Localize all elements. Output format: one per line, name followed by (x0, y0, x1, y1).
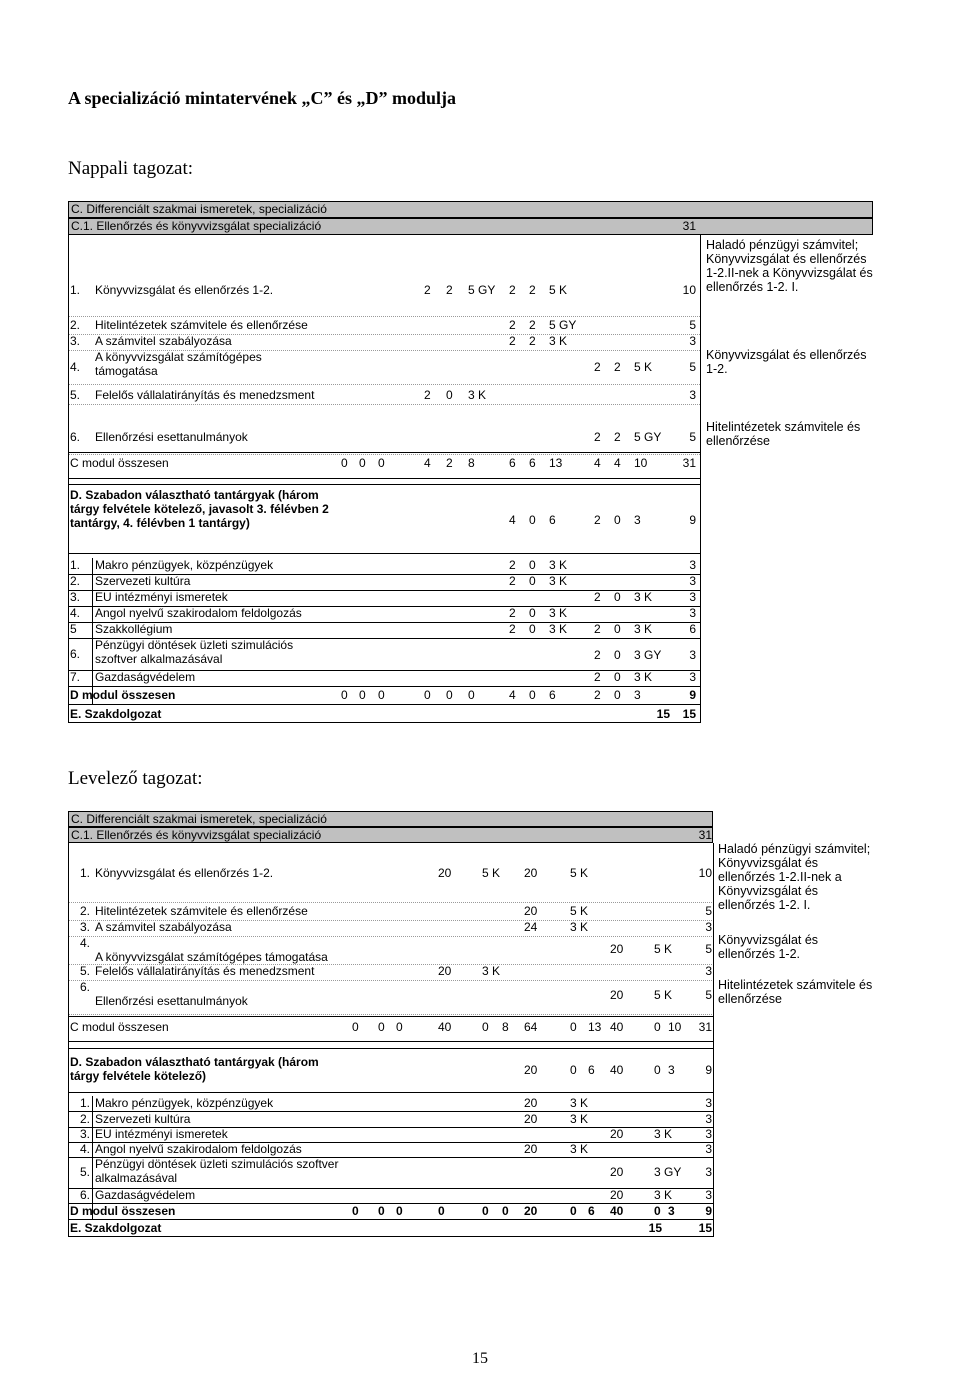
course-name: Hitelintézetek számvitele és ellenőrzése (95, 318, 308, 332)
credit-value: 5 (705, 942, 712, 956)
prerequisite-text: Haladó pénzügyi számvitel; Könyvvizsgálat és ellenőrzés 1-2.II-nek a Könyvvizsgálat és ellenőrzés 1-2. I. (706, 238, 873, 294)
semester-value: 3 K (634, 590, 653, 604)
subheader-total: 31 (682, 219, 696, 233)
total-value: 4 (509, 688, 516, 702)
row-number: 6. (80, 1188, 91, 1202)
semester-value: 20 (610, 942, 624, 956)
semester-value: 3 K (570, 1096, 589, 1110)
d-header-label: D. Szabadon választható tantárgyak (három tárgy felvétele kötelező) (70, 1055, 319, 1083)
credit-value: 3 (705, 1112, 712, 1126)
row-number: 1. (80, 1096, 91, 1110)
course-name: Ellenőrzési esettanulmányok (95, 430, 248, 444)
semester-value: 2 (594, 622, 601, 636)
rule (68, 704, 701, 705)
course-name: Szakkollégium (95, 622, 173, 636)
d-total-label: D modul összesen (70, 1204, 176, 1218)
credit-value: 5 (705, 988, 712, 1002)
rule (68, 1219, 714, 1220)
total-value: 2 (594, 688, 601, 702)
e-semester: 15 (648, 1221, 662, 1235)
rule (68, 1048, 714, 1049)
semester-value: 20 (610, 1188, 624, 1202)
semester-value: 20 (524, 1096, 538, 1110)
semester-value: 3 K (634, 670, 653, 684)
rule (68, 902, 714, 903)
semester-value: 2 (594, 360, 601, 374)
course-name: Pénzügyi döntések üzleti szimulációs szoftver alkalmazásával (95, 638, 294, 666)
semester-value: 20 (524, 1142, 538, 1156)
total-value: 4 (424, 456, 431, 470)
credit-value: 3 (689, 388, 696, 402)
d-header-value: 20 (524, 1063, 538, 1077)
semester-value: 2 (594, 648, 601, 662)
semester-value: 20 (524, 904, 538, 918)
course-name: Könyvvizsgálat és ellenőrzés 1-2. (95, 866, 274, 880)
total-value: 64 (524, 1020, 538, 1034)
semester-value: 3 K (549, 558, 568, 572)
prerequisite-text: Könyvvizsgálat és ellenőrzés 1-2. (718, 933, 819, 961)
row-number: 5. (80, 964, 91, 978)
semester-value: 3 K (570, 920, 589, 934)
course-name: Szervezeti kultúra (95, 1112, 191, 1126)
rule (68, 553, 701, 554)
section-subheader: C.1. Ellenőrzés és könyvvizsgálat specializáció (68, 827, 713, 843)
total-value: 0 (378, 1020, 385, 1034)
section-header: C. Differenciált szakmai ismeretek, specializáció (68, 811, 713, 827)
d-header-value: 4 (509, 513, 516, 527)
semester-value: 3 K (549, 574, 568, 588)
total-value: 10 (634, 456, 648, 470)
row-number: 4. (70, 360, 81, 374)
rule (68, 404, 700, 405)
semester-value: 0 (529, 622, 536, 636)
total-value: 10 (668, 1020, 682, 1034)
credit-value: 10 (682, 283, 696, 297)
semester-value: 3 K (634, 622, 653, 636)
semester-value: 5 K (570, 866, 589, 880)
semester-value: 5 K (634, 360, 653, 374)
d-total-credit: 9 (705, 1204, 712, 1218)
credit-value: 3 (689, 574, 696, 588)
course-name: Szervezeti kultúra (95, 574, 191, 588)
semester-value: 3 GY (634, 648, 662, 662)
row-number: 3. (70, 590, 81, 604)
total-value: 40 (610, 1020, 624, 1034)
semester-value: 20 (438, 866, 452, 880)
d-header-value: 3 (668, 1063, 675, 1077)
e-credit: 15 (682, 707, 696, 721)
total-value: 0 (502, 1204, 509, 1218)
c-total-label: C modul összesen (70, 1020, 169, 1034)
semester-value: 3 K (549, 622, 568, 636)
course-name: Felelős vállalatirányítás és menedzsment (95, 964, 315, 978)
total-value: 0 (570, 1204, 577, 1218)
table-border (713, 843, 714, 1236)
row-number: 6. (70, 647, 81, 661)
credit-value: 5 (689, 360, 696, 374)
course-name: Gazdaságvédelem (95, 670, 196, 684)
credit-value: 3 (705, 1188, 712, 1202)
rule (68, 1014, 714, 1015)
credit-value: 3 (689, 334, 696, 348)
d-header-value: 40 (610, 1063, 624, 1077)
course-name: A számvitel szabályozása (95, 920, 232, 934)
total-value: 0 (352, 1204, 359, 1218)
total-value: 40 (438, 1020, 452, 1034)
credit-value: 3 (705, 1142, 712, 1156)
semester-value: 2 (529, 283, 536, 297)
semester-value: 5 GY (549, 318, 577, 332)
semester-value: 3 K (482, 964, 501, 978)
semester-value: 2 (424, 388, 431, 402)
semester-value: 2 (594, 590, 601, 604)
total-value: 0 (654, 1020, 661, 1034)
rule (68, 980, 714, 981)
e-semester: 15 (656, 707, 670, 721)
row-number: 1. (80, 866, 91, 880)
c-total-label: C modul összesen (70, 456, 169, 470)
semester-value: 0 (614, 622, 621, 636)
d-header-value: 0 (654, 1063, 661, 1077)
total-value: 0 (654, 1204, 661, 1218)
semester-value: 2 (509, 283, 516, 297)
credit-value: 10 (698, 866, 712, 880)
d-header-label: D. Szabadon választható tantárgyak (három tárgy felvétele kötelező, javasolt 3. félévben 2 tantárgy, 4. félévben 1 tantárgy) (70, 488, 329, 530)
nappali-heading: Nappali tagozat: (68, 158, 194, 179)
row-number: 6. (70, 430, 81, 444)
semester-value: 5 K (654, 988, 673, 1002)
d-total-credit: 9 (689, 688, 696, 702)
semester-value: 20 (610, 1127, 624, 1141)
rule (68, 1236, 714, 1237)
course-name: Ellenőrzési esettanulmányok (95, 994, 248, 1008)
rule (68, 484, 701, 485)
semester-value: 2 (509, 318, 516, 332)
semester-value: 2 (509, 334, 516, 348)
semester-value: 3 K (468, 388, 487, 402)
d-header-value: 6 (588, 1063, 595, 1077)
total-value: 0 (341, 688, 348, 702)
credit-value: 3 (705, 1096, 712, 1110)
semester-value: 3 K (570, 1142, 589, 1156)
course-name: Makro pénzügyek, közpénzügyek (95, 1096, 274, 1110)
total-value: 0 (468, 688, 475, 702)
course-name: A könyvvizsgálat számítógépes támogatása (95, 350, 262, 378)
rule (68, 936, 714, 937)
rule (68, 686, 701, 687)
credit-value: 3 (689, 606, 696, 620)
total-value: 8 (468, 456, 475, 470)
course-name: Pénzügyi döntések üzleti szimulációs szoftver alkalmazásával (95, 1157, 339, 1185)
rule (68, 1041, 714, 1042)
semester-value: 0 (529, 606, 536, 620)
rule (68, 454, 700, 455)
credit-value: 3 (689, 558, 696, 572)
course-name: Gazdaságvédelem (95, 1188, 196, 1202)
rule (68, 1092, 714, 1093)
total-value: 0 (424, 688, 431, 702)
course-name: Angol nyelvű szakirodalom feldolgozás (95, 606, 302, 620)
credit-value: 3 (689, 590, 696, 604)
semester-value: 5 K (654, 942, 673, 956)
rule (68, 384, 700, 385)
total-value: 4 (614, 456, 621, 470)
e-label: E. Szakdolgozat (70, 1221, 162, 1235)
credit-value: 3 (705, 1127, 712, 1141)
semester-value: 20 (438, 964, 452, 978)
total-value: 13 (588, 1020, 602, 1034)
rule (68, 452, 701, 453)
semester-value: 20 (610, 988, 624, 1002)
d-header-value: 2 (594, 513, 601, 527)
semester-value: 2 (424, 283, 431, 297)
course-name: Könyvvizsgálat és ellenőrzés 1-2. (95, 283, 274, 297)
semester-value: 2 (529, 334, 536, 348)
total-value: 6 (549, 688, 556, 702)
total-value: 0 (482, 1020, 489, 1034)
semester-value: 2 (446, 283, 453, 297)
row-number: 4. (70, 606, 81, 620)
course-name: Felelős vállalatirányítás és menedzsment (95, 388, 315, 402)
course-name: Makro pénzügyek, közpénzügyek (95, 558, 274, 572)
table-border (92, 558, 93, 704)
semester-value: 2 (594, 670, 601, 684)
section-header: C. Differenciált szakmai ismeretek, specializáció (68, 201, 873, 218)
d-header-credit: 9 (689, 513, 696, 527)
course-name: A könyvvizsgálat számítógépes támogatása (95, 950, 328, 964)
total-value: 0 (341, 456, 348, 470)
total-value: 0 (396, 1020, 403, 1034)
d-header-value: 0 (614, 513, 621, 527)
subheader-total: 31 (698, 828, 712, 842)
semester-value: 2 (594, 430, 601, 444)
row-number: 3. (80, 1127, 91, 1141)
course-name: EU intézményi ismeretek (95, 1127, 228, 1141)
row-number: 4. (80, 936, 91, 950)
row-number: 1. (70, 283, 81, 297)
total-value: 0 (352, 1020, 359, 1034)
d-header-value: 3 (634, 513, 641, 527)
semester-value: 20 (524, 1112, 538, 1126)
course-name: Angol nyelvű szakirodalom feldolgozás (95, 1142, 302, 1156)
total-value: 0 (446, 688, 453, 702)
levelezo-heading: Levelező tagozat: (68, 768, 203, 789)
semester-value: 0 (529, 574, 536, 588)
semester-value: 3 K (549, 606, 568, 620)
total-value: 0 (396, 1204, 403, 1218)
semester-value: 2 (614, 360, 621, 374)
row-number: 5. (80, 1165, 91, 1179)
course-name: A számvitel szabályozása (95, 334, 232, 348)
page-title: A specializáció mintatervének „C” és „D” modulja (68, 88, 456, 108)
semester-value: 0 (614, 590, 621, 604)
semester-value: 5 GY (468, 283, 496, 297)
credit-value: 3 (705, 964, 712, 978)
total-value: 0 (378, 456, 385, 470)
total-value: 8 (502, 1020, 509, 1034)
total-value: 0 (359, 688, 366, 702)
total-value: 6 (529, 456, 536, 470)
semester-value: 20 (610, 1165, 624, 1179)
row-number: 1. (70, 558, 81, 572)
total-value: 0 (614, 688, 621, 702)
total-value: 0 (570, 1020, 577, 1034)
semester-value: 5 K (549, 283, 568, 297)
course-name: EU intézményi ismeretek (95, 590, 228, 604)
semester-value: 2 (509, 558, 516, 572)
semester-value: 5 K (570, 904, 589, 918)
semester-value: 24 (524, 920, 538, 934)
rule (68, 722, 701, 723)
d-header-value: 0 (529, 513, 536, 527)
semester-value: 0 (529, 558, 536, 572)
prerequisite-text: Könyvvizsgálat és ellenőrzés 1-2. (706, 348, 867, 376)
prerequisite-text: Hitelintézetek számvitele és ellenőrzése (706, 420, 861, 448)
row-number: 5 (70, 622, 77, 636)
row-number: 3. (70, 334, 81, 348)
total-value: 3 (634, 688, 641, 702)
semester-value: 5 GY (634, 430, 662, 444)
total-value: 4 (594, 456, 601, 470)
row-number: 5. (70, 388, 81, 402)
credit-value: 5 (705, 904, 712, 918)
semester-value: 2 (529, 318, 536, 332)
semester-value: 0 (614, 670, 621, 684)
total-value: 13 (549, 456, 563, 470)
total-value: 0 (378, 688, 385, 702)
credit-value: 5 (689, 430, 696, 444)
credit-value: 3 (689, 670, 696, 684)
row-number: 2. (80, 904, 91, 918)
semester-value: 3 K (570, 1112, 589, 1126)
credit-value: 3 (689, 648, 696, 662)
credit-value: 5 (689, 318, 696, 332)
rule (68, 478, 701, 479)
e-label: E. Szakdolgozat (70, 707, 162, 721)
total-value: 2 (446, 456, 453, 470)
table-border (68, 234, 69, 722)
d-total-label: D modul összesen (70, 688, 176, 702)
total-value: 0 (482, 1204, 489, 1218)
rule (68, 316, 700, 317)
semester-value: 3 GY (654, 1165, 682, 1179)
prerequisite-text: Hitelintézetek számvitele és ellenőrzése (718, 978, 873, 1006)
rule (68, 1016, 714, 1017)
semester-value: 2 (509, 574, 516, 588)
semester-value: 2 (509, 606, 516, 620)
semester-value: 0 (614, 648, 621, 662)
total-value: 0 (529, 688, 536, 702)
row-number: 2. (70, 318, 81, 332)
semester-value: 3 K (654, 1127, 673, 1141)
c-total-credit: 31 (698, 1020, 712, 1034)
row-number: 2. (80, 1112, 91, 1126)
total-value: 40 (610, 1204, 624, 1218)
row-number: 2. (70, 574, 81, 588)
e-credit: 15 (698, 1221, 712, 1235)
table-border (92, 1096, 93, 1219)
credit-value: 3 (705, 920, 712, 934)
row-number: 3. (80, 920, 91, 934)
credit-value: 3 (705, 1165, 712, 1179)
semester-value: 2 (614, 430, 621, 444)
course-name: Hitelintézetek számvitele és ellenőrzése (95, 904, 308, 918)
d-header-value: 6 (549, 513, 556, 527)
prerequisite-text: Haladó pénzügyi számvitel; Könyvvizsgálat és ellenőrzés 1-2.II-nek a Könyvvizsgálat és ellenőrzés 1-2. I. (718, 842, 871, 912)
row-number: 4. (80, 1142, 91, 1156)
d-header-value: 0 (570, 1063, 577, 1077)
total-value: 6 (509, 456, 516, 470)
row-number: 7. (70, 670, 81, 684)
semester-value: 5 K (482, 866, 501, 880)
semester-value: 0 (446, 388, 453, 402)
semester-value: 3 K (654, 1188, 673, 1202)
table-border (68, 843, 69, 1236)
section-subheader: C.1. Ellenőrzés és könyvvizsgálat specializáció (68, 218, 873, 235)
page-number: 15 (472, 1350, 488, 1367)
d-header-credit: 9 (705, 1063, 712, 1077)
total-value: 20 (524, 1204, 538, 1218)
row-number: 6. (80, 980, 91, 994)
total-value: 0 (438, 1204, 445, 1218)
semester-value: 2 (509, 622, 516, 636)
c-total-credit: 31 (682, 456, 696, 470)
total-value: 0 (378, 1204, 385, 1218)
total-value: 3 (668, 1204, 675, 1218)
total-value: 0 (359, 456, 366, 470)
table-border (700, 234, 701, 722)
total-value: 6 (588, 1204, 595, 1218)
credit-value: 6 (689, 622, 696, 636)
semester-value: 20 (524, 866, 538, 880)
semester-value: 3 K (549, 334, 568, 348)
